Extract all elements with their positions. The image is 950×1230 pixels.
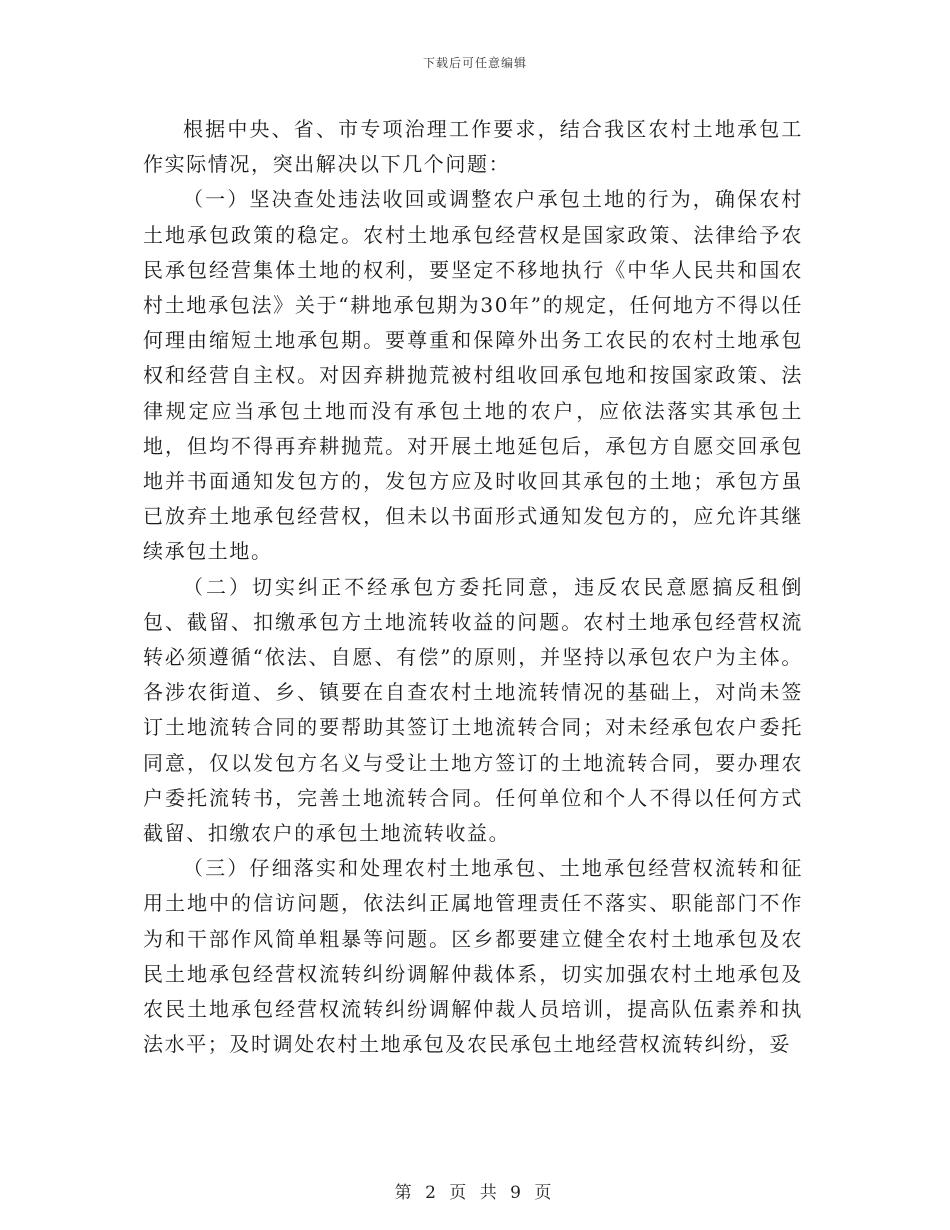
document-body bbox=[143, 112, 803, 1062]
paragraph-section-3: （三）仔细落实和处理农村土地承包、土地承包经营权流转和征用土地中的信访问题，依法纠正属地管理责任不落实、职能部门不作为和干部作风简单粗暴等问题。区乡都要建立健全农村土地承包及农民土地承包经营权流转纠纷调解仲裁体系，切实加强农村土地承包及农民土地承包经营权流转纠纷调解仲裁人员培训，提高队伍素养和执法水平；及时调处农村土地承包及农民承包土地经营权流转纠纷，妥 bbox=[143, 856, 803, 1057]
paragraph-section-1: （一）坚决查处违法收回或调整农户承包土地的行为，确保农村土地承包政策的稳定。农村土地承包经营权是国家政策、法律给予农民承包经营集体土地的权利，要坚定不移地执行《中华人民共和国农村土地承包法》关于“耕地承包期为30年”的规定，任何地方不得以任何理由缩短土地承包期。要尊重和保障外出务工农民的农村土地承包权和经营自主权。对因弃耕抛荒被村组收回承包地和按国家政策、法律规定应当承包土地而没有承包土地的农户，应依法落实其承包土地，但均不得再弃耕抛荒。对开展土地延包后，承包方自愿交回承包地并书面通知发包方的，发包方应及时收回其承包的土地；承包方虽已放弃土地承包经营权，但未以书面形式通知发包方的，应允许其继续承包土地。 bbox=[143, 187, 803, 564]
paragraph-section-2: （二）切实纠正不经承包方委托同意，违反农民意愿搞反租倒包、截留、扣缴承包方土地流转收益的问题。农村土地承包经营权流转必须遵循“依法、自愿、有偿”的原则，并坚持以承包农户为主体。各涉农街道、乡、镇要在自查农村土地流转情况的基础上，对尚未签订土地流转合同的要帮助其签订土地流转合同；对未经承包农户委托同意，仅以发包方名义与受让土地方签订的土地流转合同，要办理农户委托流转书，完善土地流转合同。任何单位和个人不得以任何方式截留、扣缴农户的承包土地流转收益。 bbox=[143, 574, 803, 846]
header-note: 下载后可任意编辑 bbox=[422, 56, 527, 70]
paragraph-intro: 根据中央、省、市专项治理工作要求，结合我区农村土地承包工作实际情况，突出解决以下几个问题： bbox=[143, 117, 803, 177]
page-number: 第 2 页 共 9 页 bbox=[394, 1183, 556, 1203]
